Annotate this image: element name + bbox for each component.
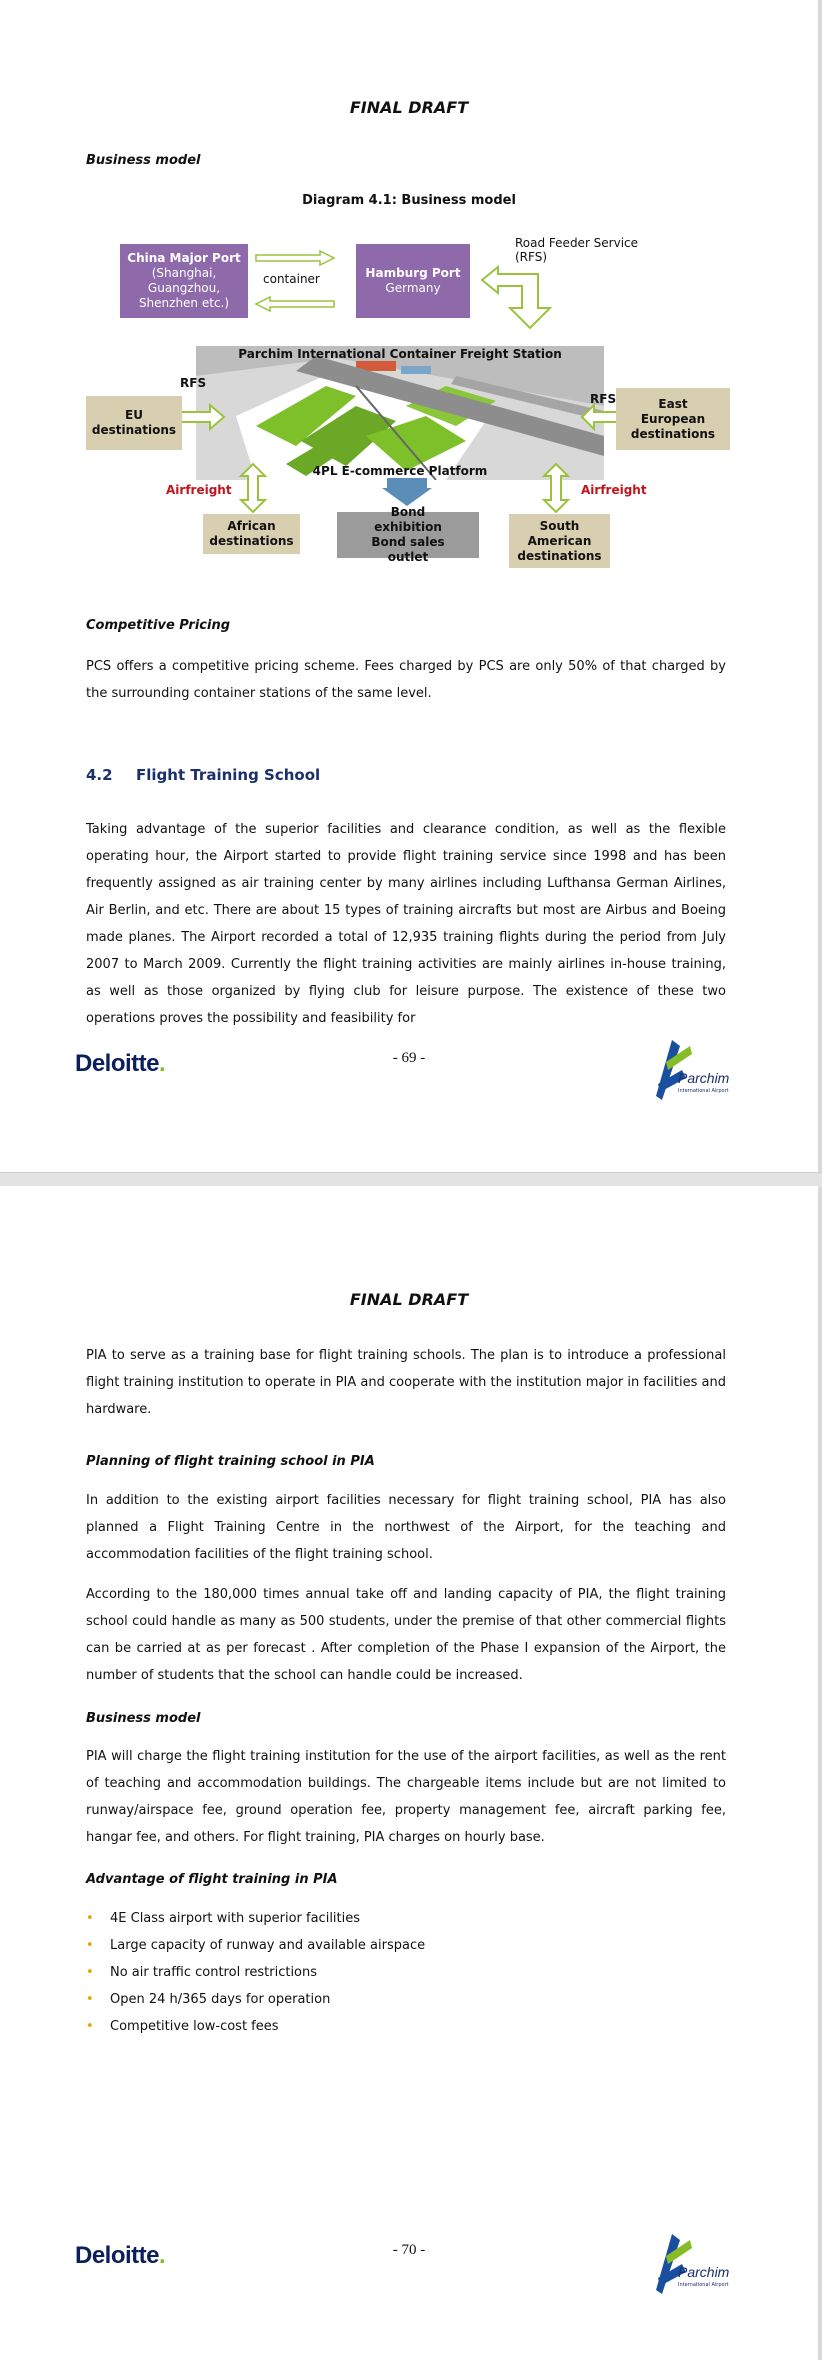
deloitte-logo-text: Deloitte: [75, 2242, 160, 2269]
south-american-airfreight-arrow: [541, 462, 571, 514]
list-item: [86, 1905, 726, 1932]
rfs-bent-arrow: [478, 262, 566, 332]
hamburg-port-box: [356, 244, 470, 318]
section-heading: [86, 766, 320, 784]
airfreight-right-label: Airfreight: [581, 483, 647, 497]
rfs-right-label: RFS: [590, 392, 617, 406]
bullet-icon: •: [86, 1965, 94, 1980]
page-separator: [0, 1172, 822, 1187]
planning-text-2: According to the 180,000 times annual take off and landing capacity of PIA, the flight training school could handle as many as 500 students, under the premise of that other commercial flights can be carried at as per forecast . After completion of the Phase I expansion of the Airport, the number of students that the school can handle could be increased.: [86, 1587, 726, 1683]
deloitte-logo-dot: .: [159, 1050, 166, 1077]
hamburg-port-title: Hamburg Port: [365, 266, 461, 280]
airfreight-left-label: Airfreight: [166, 483, 232, 497]
china-port-title: China Major Port: [127, 251, 241, 265]
page-header: FINAL DRAFT: [349, 98, 469, 117]
list-item: [86, 2013, 726, 2040]
list-item-text: 4E Class airport with superior facilities: [110, 1911, 361, 1926]
planning-heading: Planning of flight training school in PIA: [86, 1454, 375, 1469]
station-title: Parchim International Container Freight Station: [238, 347, 562, 361]
bullet-icon: •: [86, 1992, 94, 2007]
list-item-text: Open 24 h/365 days for operation: [110, 1992, 331, 2007]
parchim-logo-text: Parchim: [678, 2264, 730, 2280]
document-page-69: [0, 0, 818, 1172]
page-number: - 69 -: [392, 1050, 426, 1066]
african-destinations-box: African destinations: [203, 514, 300, 554]
page-number: - 70 -: [392, 2242, 426, 2258]
competitive-pricing-text: PCS offers a competitive pricing scheme. Fees charged by PCS are only 50% of that charged by the surrounding container stations of the same level.: [86, 659, 726, 701]
list-item: [86, 1986, 726, 2013]
bullet-icon: •: [86, 1938, 94, 1953]
document-page-70: [0, 1186, 818, 2360]
platform-title: 4PL E-commerce Platform: [312, 464, 488, 478]
advantage-heading: Advantage of flight training in PIA: [86, 1872, 338, 1887]
business-model-heading-2: Business model: [86, 1711, 201, 1726]
bullet-icon: •: [86, 1911, 94, 1926]
deloitte-logo-text: Deloitte: [75, 1050, 160, 1077]
intro-text: PIA to serve as a training base for flight training schools. The plan is to introduce a professional flight training institution to operate in PIA and cooperate with the institution major in facilities and hardware.: [86, 1348, 726, 1417]
parchim-logo-subtext: International Airport: [678, 2282, 729, 2288]
rfs-label: Road Feeder Service (RFS): [515, 236, 639, 264]
bond-exhibition-box: Bond exhibition Bond sales outlet: [337, 512, 479, 558]
page-header: FINAL DRAFT: [349, 1290, 469, 1309]
hamburg-port-detail: Germany: [385, 281, 441, 295]
competitive-pricing-heading: Competitive Pricing: [86, 618, 231, 633]
business-model-text: PIA will charge the flight training institution for the use of the airport facilities, as well as the rent of teaching and accommodation buildings. The chargeable items include but are not limited to runway/airspace fee, ground operation fee, property management fee, aircraft parking fee, hangar fee, and others. For flight training, PIA charges on hourly base.: [86, 1749, 726, 1845]
deloitte-logo-dot: .: [159, 2242, 166, 2269]
list-item-text: Competitive low-cost fees: [110, 2019, 279, 2034]
eu-destinations-box: EU destinations: [86, 396, 182, 450]
south-american-destinations-box: South American destinations: [509, 514, 610, 568]
container-label: container: [263, 272, 320, 286]
planning-text-1: In addition to the existing airport facilities necessary for flight training school, PIA has also planned a Flight Training Centre in the northwest of the Airport, for the teaching and accommodation facilities of the flight training school.: [86, 1493, 726, 1562]
bullet-icon: •: [86, 2019, 94, 2034]
list-item-text: No air traffic control restrictions: [110, 1965, 318, 1980]
china-port-box: [120, 244, 248, 318]
section-title: Flight Training School: [136, 766, 321, 784]
flight-training-text: Taking advantage of the superior facilities and clearance condition, as well as the flexible operating hour, the Airport started to provide flight training service since 1998 and has been frequently assigned as air training center by many airlines including Lufthansa German Airlines, Air Berlin, and etc. There are about 15 types of training aircrafts but most are Airbus and Boeing made planes. The Airport recorded a total of 12,935 training flights during the period from July 2007 to March 2009. Currently the flight training activities are mainly airlines in-house training, as well as those organized by flying club for leisure purpose. The existence of these two operations proves the possibility and feasibility for: [86, 822, 726, 1026]
list-item-text: Large capacity of runway and available airspace: [110, 1938, 426, 1953]
diagram-title: Diagram 4.1: Business model: [302, 193, 516, 208]
east-european-destinations-box: East European destinations: [616, 388, 730, 450]
business-model-heading: Business model: [86, 153, 201, 168]
section-number: 4.2: [86, 766, 113, 784]
freight-station-illustration: [196, 346, 604, 480]
parchim-logo: [652, 1040, 732, 1112]
rfs-left-label: RFS: [180, 376, 207, 390]
parchim-logo-subtext: International Airport: [678, 1088, 729, 1094]
freight-station-image: [196, 346, 604, 480]
advantage-list: [86, 1905, 726, 2040]
platform-down-arrow: [382, 478, 432, 506]
china-port-detail: (Shanghai, Guangzhou, Shenzhen etc.): [138, 266, 230, 310]
parchim-logo-text: Parchim: [678, 1070, 730, 1086]
parchim-logo: [652, 2234, 732, 2306]
african-airfreight-arrow: [238, 462, 268, 514]
list-item: [86, 1932, 726, 1959]
list-item: [86, 1959, 726, 1986]
